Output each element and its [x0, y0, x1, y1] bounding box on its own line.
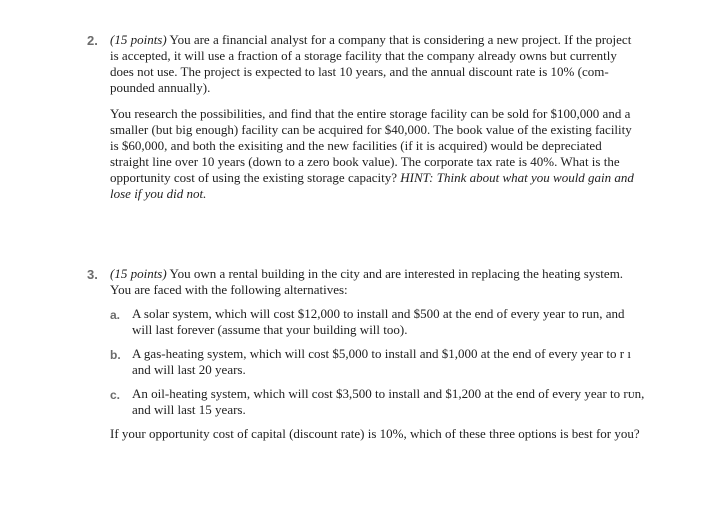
- question-2-number: 2.: [87, 33, 98, 48]
- option-b-text: A gas-heating system, which will cost $5,000 to install and $1,000 at the end of every year to r ı and will last 20 years.: [132, 346, 631, 377]
- question-2-text-2: You research the possibilities, and find that the entire storage facility can be sold for $100,000 and a smaller (but big enough) facility can be acquired for $40,000. The book value of the existing facility is $60,000, and both the exisiting and the new facilities (if it is acquired) would be depreciated straight line over 10 years (down to a zero book value). The corporate tax rate is 40%. What is the opportunity cost of using the existing storage capacity?: [110, 106, 632, 185]
- question-3-intro: [110, 266, 658, 298]
- question-3-number: 3.: [87, 267, 98, 282]
- option-b-letter: b.: [110, 348, 121, 362]
- question-2-paragraph-2: [110, 106, 658, 202]
- question-2-points: (15 points): [110, 32, 167, 47]
- question-2-text-1: You are a financial analyst for a company that is considering a new project. If the project is accepted, it will use a fraction of a storage facility that the company already owns but currently does not use. The project is expected to last 10 years, and the annual discount rate is 10% (com- pounded annually).: [110, 32, 632, 95]
- question-2-paragraph-1: [110, 32, 658, 96]
- option-a-text: A solar system, which will cost $12,000 to install and $500 at the end of every year to run, and will last forever (assume that your building will too).: [132, 306, 625, 337]
- option-c-letter: c.: [110, 388, 121, 402]
- option-a-letter: a.: [110, 308, 121, 322]
- question-2-hint: HINT: Think about what you would gain and lose if you did not.: [110, 170, 634, 201]
- question-3-intro-text: You own a rental building in the city and are interested in replacing the heating system. You are faced with the following alternatives:: [110, 266, 624, 297]
- question-3-closing: If your opportunity cost of capital (discount rate) is 10%, which of these three options is best for you?: [110, 426, 640, 441]
- option-c-text: An oil-heating system, which will cost $3,500 to install and $1,200 at the end of every year to rᴜn, and will last 15 years.: [132, 386, 645, 417]
- question-3-points: (15 points): [110, 266, 167, 281]
